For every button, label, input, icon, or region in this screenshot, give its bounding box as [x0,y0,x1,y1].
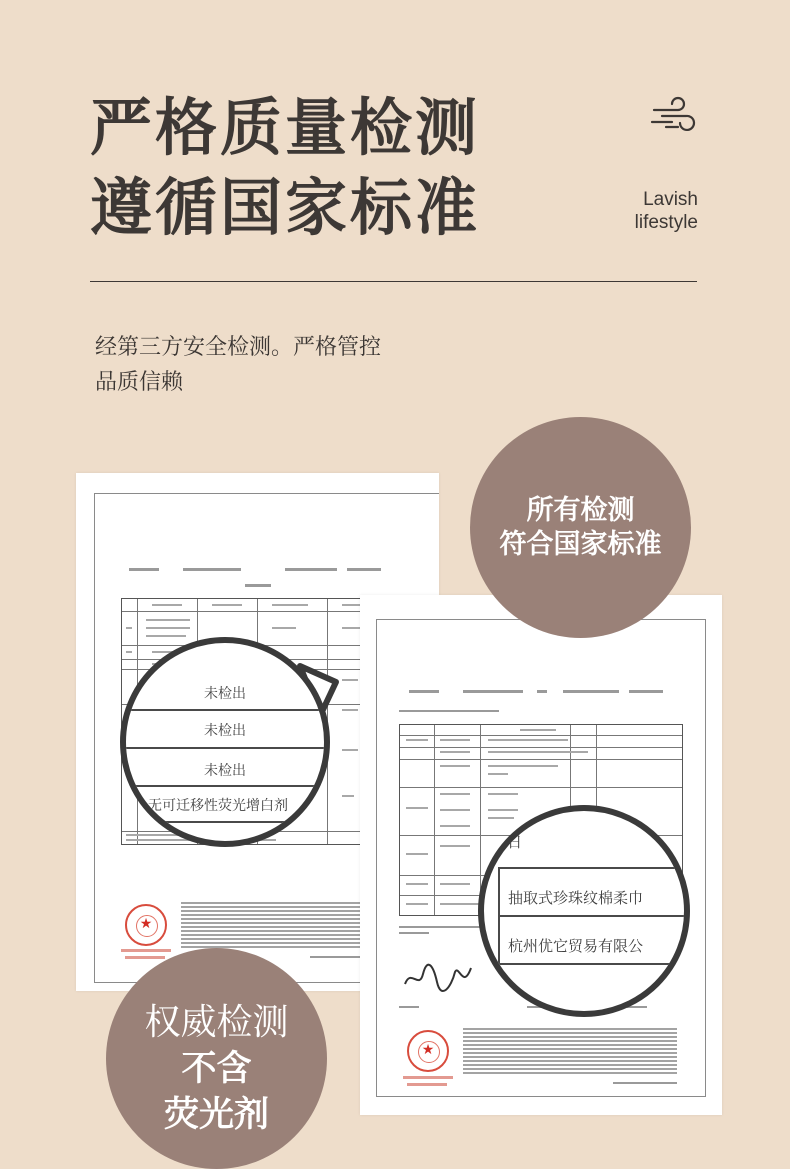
star-icon: ★ [139,916,153,932]
intro-line-2: 品质信赖 [95,370,184,395]
magnifier-right [478,805,690,1017]
magnifier-left [120,637,330,847]
badge-top-line-1: 所有检测 [526,494,635,526]
magnifier-left-row-1: 未检出 [204,686,246,702]
magnifier-left-row-3: 未检出 [204,763,246,779]
tagline-line-2: lifestyle [634,212,698,233]
intro-line-1: 经第三方安全检测。严格管控 [95,335,382,360]
divider [90,281,697,282]
magnifier-right-row-3: 杭州优它贸易有限公 [508,937,644,955]
badge-all-tests-pass [470,417,691,638]
tagline [635,188,698,234]
headline-line-1: 严格质量检测 [90,91,481,164]
magnifier-table-edge [498,867,500,963]
magnifier-left-row-2: 未检出 [204,723,246,739]
magnifier-left-row-4: 无可迁移性荧光增白剂 [148,798,288,814]
tagline-line-1: Lavish [643,189,698,210]
badge-authoritative-test [106,948,327,1169]
headline-line-2: 遵循国家标准 [90,171,481,244]
signature [401,960,481,994]
badge-bottom-line-1: 权威检测 [144,1002,289,1043]
magnifier-right-row-2: 抽取式珍珠纹棉柔巾 [508,889,644,907]
certificate-fine-print [181,902,371,948]
badge-bottom-line-3: 荧光剂 [163,1095,269,1135]
magnifier-right-row-1: 15日 [488,833,523,851]
intro-text [95,330,455,400]
wind-icon [650,96,696,136]
headline [90,88,480,248]
badge-bottom-line-2: 不含 [181,1049,252,1089]
certificate-fine-print [463,1028,677,1074]
star-icon: ★ [421,1042,435,1058]
badge-top-line-2: 符合国家标准 [499,528,662,560]
certificate-stamp [125,904,167,946]
certificate-stamp [407,1030,449,1072]
